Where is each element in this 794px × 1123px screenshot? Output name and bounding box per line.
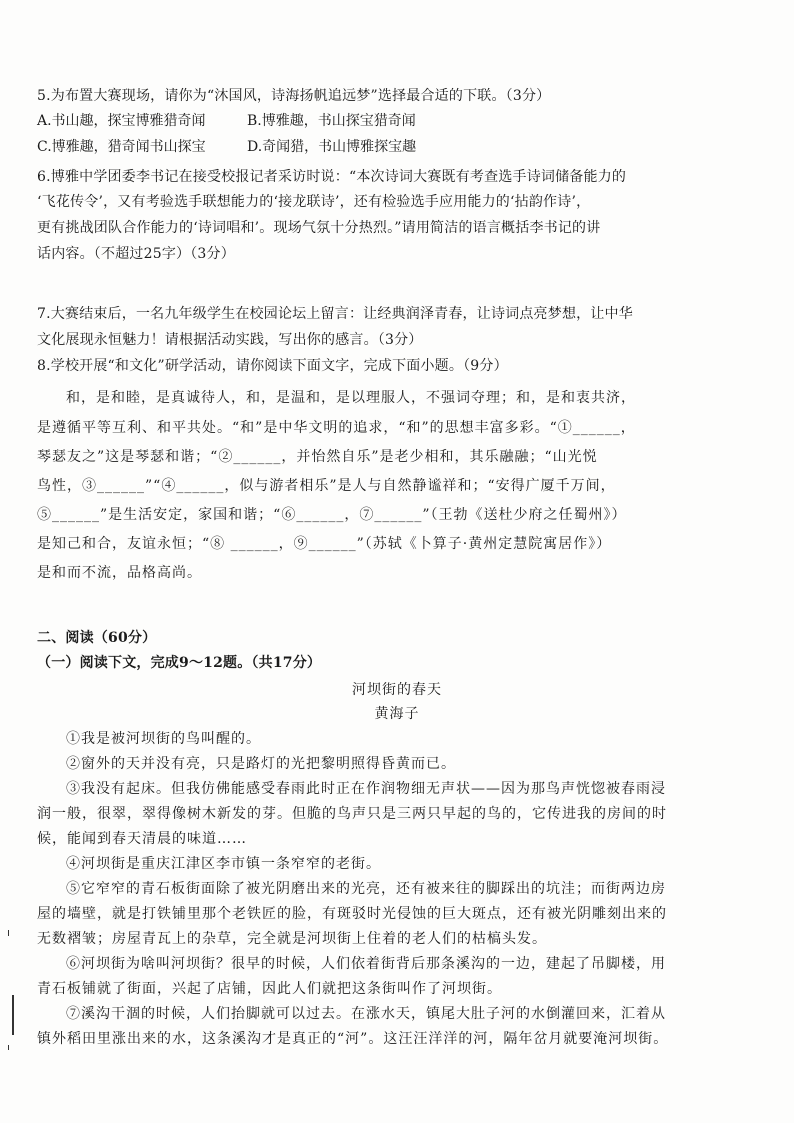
q8-passage-line-2: 是遵循平等互利、和平共处。“和”是中华文明的追求，“和”的思想丰富多彩。“①______， xyxy=(37,420,636,436)
article-line: 无数褶皱；房屋青瓦上的杂草，完全就是河坝街上住着的老人们的枯槁头发。 xyxy=(37,931,547,947)
q8-passage-line-7: 是和而不流，品格高尚。 xyxy=(37,565,202,581)
article-line: 润一般，很翠，翠得像树木新发的芽。但脆的鸟声只是三两只早起的鸟的，它传进我的房间的时 xyxy=(37,806,667,822)
article-line: ③我没有起床。但我仿佛能感受春雨此时正在作润物细无声状——因为那鸟声恍惚被春雨浸 xyxy=(66,781,666,797)
q5-stem: 5.为布置大赛现场，请你为“沐国风，诗海扬帆追远梦”选择最合适的下联。（3分） xyxy=(37,88,551,104)
q8-passage-line-1: 和，是和睦，是真诚待人，和，是温和，是以理服人，不强词夺理；和，是和衷共济， xyxy=(66,390,636,406)
q6-line-4: 话内容。（不超过25字）（3分） xyxy=(37,246,235,262)
article-author: 黄海子 xyxy=(374,706,420,722)
q5-option-c: C.博雅趣，猎奇闻书山探宝 xyxy=(37,139,206,155)
article-line: ④河坝街是重庆江津区李市镇一条窄窄的老街。 xyxy=(66,856,381,872)
article-line: ①我是被河坝街的鸟叫醒的。 xyxy=(66,731,261,747)
article-line: 屋的墙壁，就是打铁铺里那个老铁匠的脸，有斑驳时光侵蚀的巨大斑点，还有被光阴雕刻出来的 xyxy=(37,906,667,922)
section-heading: 二、阅读（60分） xyxy=(37,630,157,646)
q8-passage-line-4: 鸟性，③______”“④______，似与游者相乐”是人与自然静谧祥和；“安得广厦千万间， xyxy=(37,478,616,494)
article-line: ②窗外的天并没有亮，只是路灯的光把黎明照得昏黄而已。 xyxy=(66,756,456,772)
article-line: ⑦溪沟干涸的时候，人们抬脚就可以过去。在涨水天，镇尾大肚子河的水倒灌回来，汇着从 xyxy=(66,1006,666,1022)
article-line: 青石板铺就了街面，兴起了店铺，因此人们就把这条街叫作了河坝街。 xyxy=(37,981,502,997)
q8-passage-line-3: 琴瑟友之”这是琴瑟和谐；“②______，并怡然自乐”是老少相和，其乐融融；“山光悦 xyxy=(37,449,598,465)
article-line: ⑤它窄窄的青石板街面除了被光阴磨出来的光亮，还有被来往的脚踩出的坑洼；而街两边房 xyxy=(66,881,666,897)
q6-line-1: 6.博雅中学团委李书记在接受校报记者采访时说：“本次诗词大赛既有考查选手诗词储备能力的 xyxy=(37,169,627,185)
q7-line-2: 文化展现永恒魅力！请根据活动实践，写出你的感言。（3分） xyxy=(37,332,423,348)
q5-option-a: A.书山趣，探宝博雅猎奇闻 xyxy=(37,113,206,129)
scan-mark xyxy=(8,930,9,936)
q6-line-2: ‘飞花传令’，又有考验选手联想能力的‘接龙联诗’，还有检验选手应用能力的‘拈韵作诗’， xyxy=(37,194,591,210)
section-subheading: （一）阅读下文，完成9～12题。（共17分） xyxy=(37,655,322,671)
q8-passage-line-5: ⑤______”是生活安定，家国和谐；“⑥______，⑦______”（王勃《送杜少府之任蜀州》） xyxy=(37,507,627,523)
scan-mark xyxy=(8,1045,9,1050)
q8-passage-line-6: 是知己和合，友谊永恒；“⑧ ______，⑨______”（苏轼《卜算子·黄州定慧院寓居作》） xyxy=(37,536,612,552)
q5-option-d: D.奇闻猎，书山博雅探宝趣 xyxy=(247,139,417,155)
q6-line-3: 更有挑战团队合作能力的‘诗词唱和’。现场气氛十分热烈。”请用简洁的语言概括李书记的讲 xyxy=(37,220,601,236)
q5-option-b: B.博雅趣，书山探宝猎奇闻 xyxy=(247,113,416,129)
article-line: ⑥河坝街为啥叫河坝街？很早的时候，人们依着街背后那条溪沟的一边，建起了吊脚楼，用 xyxy=(66,956,666,972)
q7-line-1: 7.大赛结束后，一名九年级学生在校园论坛上留言：让经典润泽青春，让诗词点亮梦想，让中华 xyxy=(37,306,633,322)
scan-mark xyxy=(12,995,14,1035)
q8-stem: 8.学校开展“和文化”研学活动，请你阅读下面文字，完成下面小题。（9分） xyxy=(37,358,508,374)
article-line: 镇外稻田里涨出来的水，这条溪沟才是真正的“河”。这汪汪洋洋的河，隔年岔月就要淹河坝街。 xyxy=(37,1031,669,1047)
article-title: 河坝街的春天 xyxy=(352,682,442,698)
article-line: 候，能闻到春天清晨的味道…… xyxy=(37,831,247,847)
